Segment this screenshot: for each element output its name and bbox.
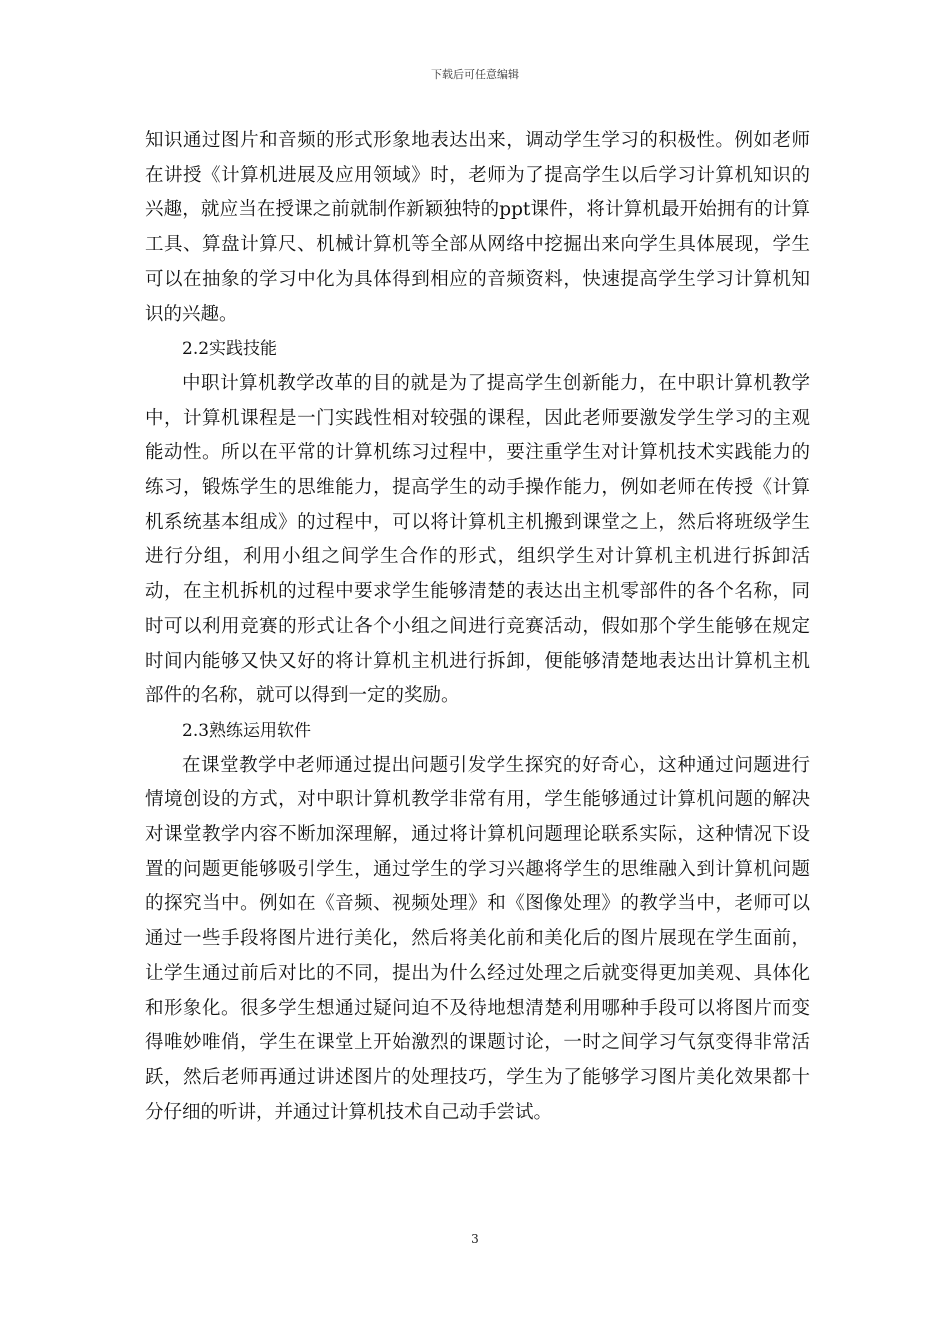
- section-heading-2-3: 2.3熟练运用软件: [182, 720, 312, 741]
- page-header: 下载后可任意编辑: [431, 68, 519, 81]
- section-heading-2-2: 2.2实践技能: [182, 339, 278, 360]
- document-body: [145, 124, 810, 1130]
- page-number: 3: [471, 1232, 479, 1246]
- paragraph-continuation: 知识通过图片和音频的形式形象地表达出来，调动学生学习的积极性。例如老师在讲授《计算机进展及应用领域》时，老师为了提高学生以后学习计算机知识的兴趣，就应当在授课之前就制作新颖独特的ppt课件，将计算机最开始拥有的计算工具、算盘计算尺、机械计算机等全部从网络中挖掘出来向学生具体展现，学生可以在抽象的学习中化为具体得到相应的音频资料，快速提高学生学习计算机知识的兴趣。: [145, 130, 810, 325]
- paragraph-software-use: 在课堂教学中老师通过提出问题引发学生探究的好奇心，这种通过问题进行情境创设的方式，对中职计算机教学非常有用，学生能够通过计算机问题的解决对课堂教学内容不断加深理解，通过将计算机问题理论联系实际，这种情况下设置的问题更能够吸引学生，通过学生的学习兴趣将学生的思维融入到计算机问题的探究当中。例如在《音频、视频处理》和《图像处理》的教学当中，老师可以通过一些手段将图片进行美化，然后将美化前和美化后的图片展现在学生面前，让学生通过前后对比的不同，提出为什么经过处理之后就变得更加美观、具体化和形象化。很多学生想通过疑问迫不及待地想清楚利用哪种手段可以将图片而变得唯妙唯俏，学生在课堂上开始激烈的课题讨论，一时之间学习气氛变得非常活跃，然后老师再通过讲述图片的处理技巧，学生为了能够学习图片美化效果都十分仔细的听讲，并通过计算机技术自己动手尝试。: [145, 754, 810, 1123]
- paragraph-practice-skills: 中职计算机教学改革的目的就是为了提高学生创新能力，在中职计算机教学中，计算机课程是一门实践性相对较强的课程，因此老师要激发学生学习的主观能动性。所以在平常的计算机练习过程中，要注重学生对计算机技术实践能力的练习，锻炼学生的思维能力，提高学生的动手操作能力，例如老师在传授《计算机系统基本组成》的过程中，可以将计算机主机搬到课堂之上，然后将班级学生进行分组，利用小组之间学生合作的形式，组织学生对计算机主机进行拆卸活动，在主机拆机的过程中要求学生能够清楚的表达出主机零部件的各个名称，同时可以利用竞赛的形式让各个小组之间进行竞赛活动，假如那个学生能够在规定时间内能够又快又好的将计算机主机进行拆卸，便能够清楚地表达出计算机主机部件的名称，就可以得到一定的奖励。: [145, 372, 810, 707]
